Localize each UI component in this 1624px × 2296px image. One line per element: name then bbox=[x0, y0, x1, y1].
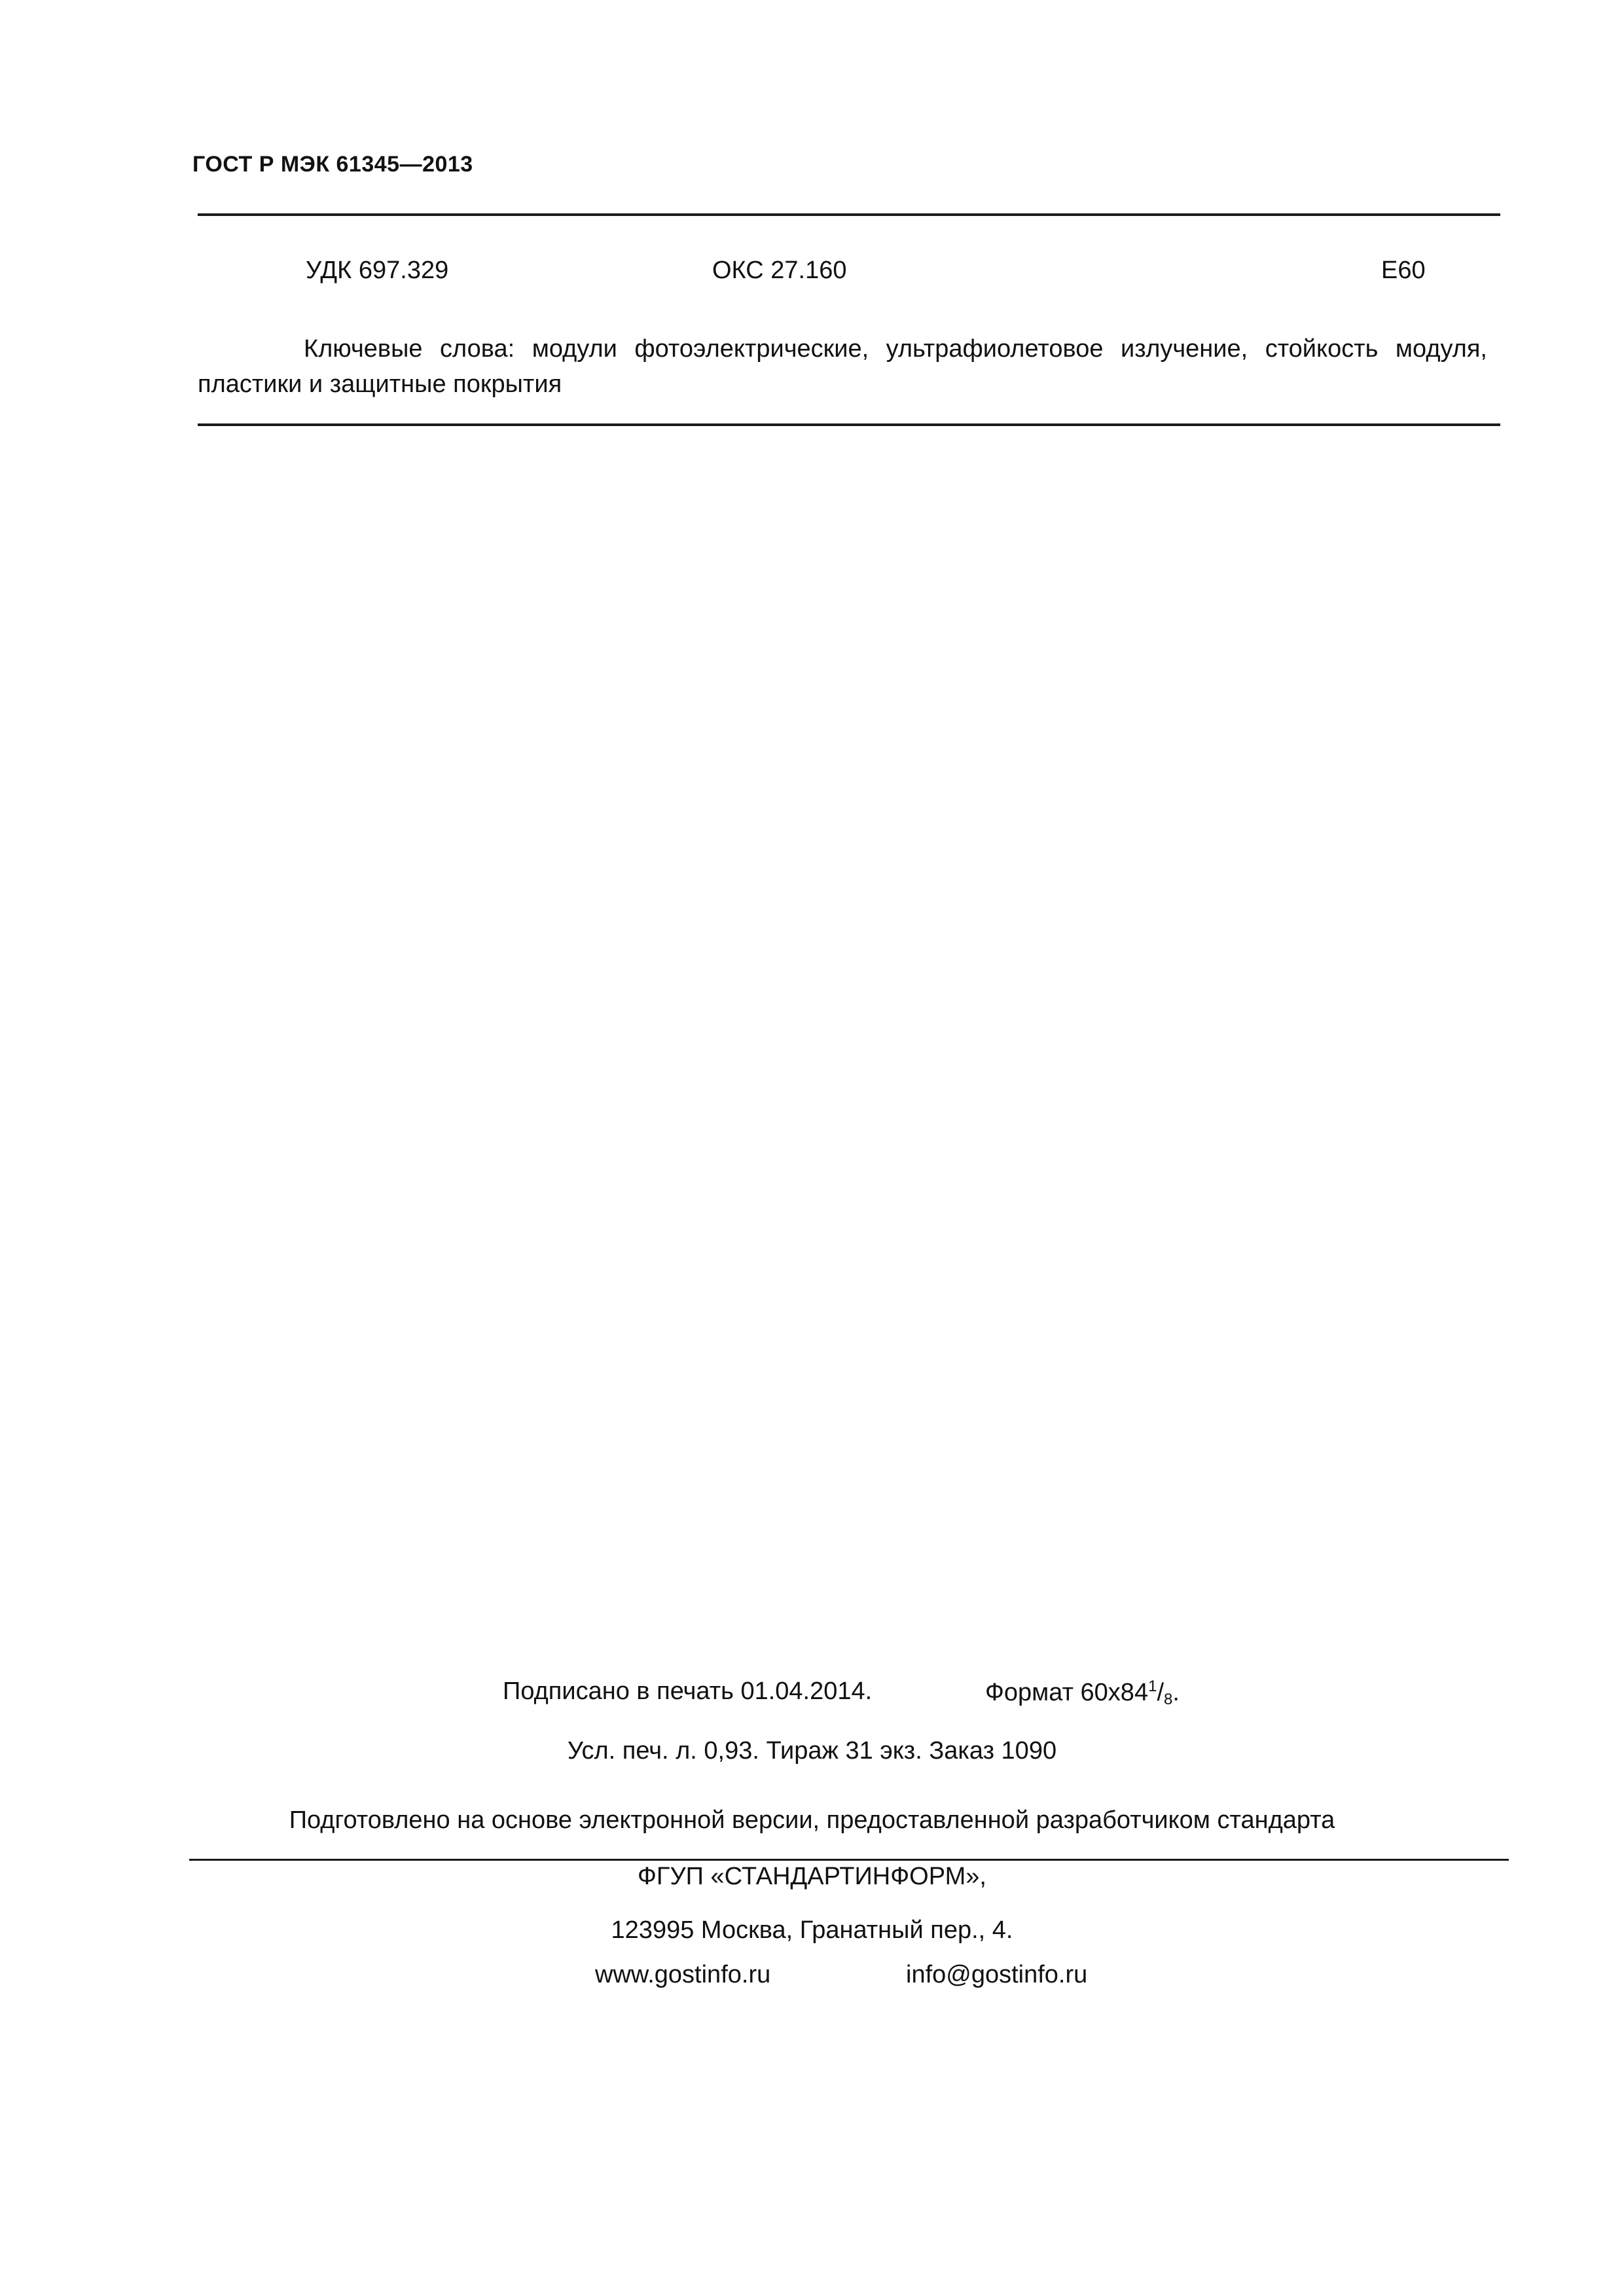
print-run-info: Усл. печ. л. 0,93. Тираж 31 экз. Заказ 1090 bbox=[567, 1737, 1057, 1765]
email-link[interactable]: info@gostinfo.ru bbox=[906, 1961, 1088, 1988]
keywords-text: Ключевые слова: модули фотоэлектрические, ультрафиолетовое излучение, стойкость модуля, пластики и защитные покрытия bbox=[198, 335, 1487, 398]
signed-date: Подписано в печать 01.04.2014. bbox=[503, 1677, 873, 1705]
oks-code: ОКС 27.160 bbox=[712, 257, 847, 284]
group-code: Е60 bbox=[1381, 257, 1426, 284]
keywords-paragraph bbox=[198, 331, 1487, 402]
bottom-divider bbox=[189, 1859, 1509, 1861]
format-prefix: Формат 60x84 bbox=[985, 1679, 1149, 1706]
middle-divider bbox=[198, 423, 1500, 426]
prepared-note: Подготовлено на основе электронной версии, предоставленной разработчиком стандарта bbox=[289, 1806, 1335, 1834]
publisher-name: ФГУП «СТАНДАРТИНФОРМ», bbox=[638, 1863, 986, 1890]
format-slash: / bbox=[1157, 1679, 1164, 1706]
paper-format bbox=[985, 1677, 1180, 1709]
format-end: . bbox=[1172, 1679, 1180, 1706]
format-denominator: 8 bbox=[1164, 1691, 1173, 1708]
top-divider bbox=[198, 213, 1500, 216]
publisher-address: 123995 Москва, Гранатный пер., 4. bbox=[611, 1916, 1013, 1944]
format-numerator: 1 bbox=[1148, 1677, 1157, 1695]
udk-code: УДК 697.329 bbox=[306, 257, 449, 284]
website-link[interactable]: www.gostinfo.ru bbox=[595, 1961, 771, 1988]
document-code: ГОСТ Р МЭК 61345—2013 bbox=[192, 152, 473, 177]
